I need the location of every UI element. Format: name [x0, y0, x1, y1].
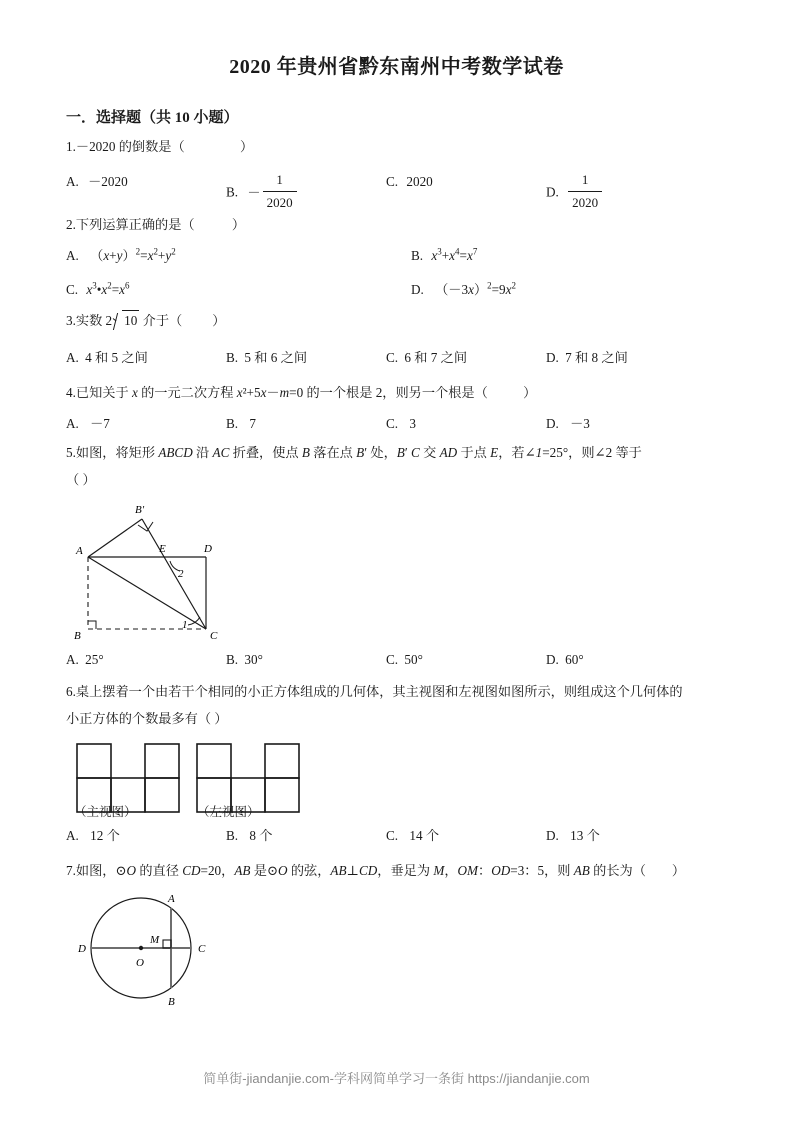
page-title: 2020 年贵州省黔东南州中考数学试卷	[229, 56, 564, 78]
option-3-A-label: A.	[66, 350, 79, 365]
footer-watermark: 简单街-jiandanjie.com-学科网简单学习一条街 https://jiandanjie.com	[203, 1071, 590, 1086]
option-3-C-text: 6 和 7 之间	[404, 350, 468, 365]
question-7-stem: 7.如图，⊙O 的直径 CD=20，AB 是⊙O 的弦，AB⊥CD，垂足为 M，OM：OD=3：5，则 AB 的长为（ ）	[66, 863, 686, 878]
option-6-D-text: 13 个	[570, 828, 600, 843]
label-B: B	[168, 996, 175, 1008]
option-1-A-text: －2020	[88, 174, 128, 189]
label-B-prime: B′	[135, 504, 145, 516]
question-1-stem: 1.－2020 的倒数是（	[66, 139, 185, 154]
label-C: C	[210, 630, 218, 642]
option-4-C-text: 3	[409, 416, 416, 431]
option-4-C-label: C.	[386, 416, 399, 431]
question-2-stem	[66, 215, 746, 235]
option-5-A[interactable]	[66, 650, 226, 670]
option-1-D-denominator: 2020	[568, 191, 602, 213]
option-4-A-text: －7	[90, 416, 110, 431]
label-D: D	[78, 943, 86, 955]
question-7-figure	[78, 888, 230, 1010]
option-1-C-text: 2020	[406, 174, 433, 189]
label-C: C	[198, 943, 206, 955]
option-2-A-label: A.	[66, 248, 79, 263]
label-O: O	[136, 957, 144, 969]
option-3-A-text: 4 和 5 之间	[85, 350, 148, 365]
option-3-B[interactable]	[226, 348, 386, 368]
question-5-stem-line-1: 5.如图，将矩形 ABCD 沿 AC 折叠，使点 B 落在点 B′ 处，B′ C 交 AD 于点 E，若∠1=25°，则∠2 等于	[66, 445, 642, 460]
option-2-B-label: B.	[411, 248, 424, 263]
option-5-A-text: 25°	[85, 652, 104, 667]
label-D: D	[204, 543, 212, 555]
option-5-B-text: 30°	[244, 652, 263, 667]
option-5-C-text: 50°	[404, 652, 423, 667]
question-4-stem-text: 4.已知关于 x 的一元二次方程 x²+5x－m=0 的一个根是 2，则另一个根是（	[66, 385, 488, 400]
option-1-C-label: C.	[386, 174, 399, 189]
option-1-B[interactable]	[226, 172, 386, 215]
option-2-B[interactable]	[411, 246, 756, 266]
option-4-D-text: －3	[570, 416, 590, 431]
option-6-B-text: 8 个	[249, 828, 273, 843]
option-2-A-text: $(x+y)^2=x^2+y^2$	[90, 246, 176, 263]
question-1-options	[66, 172, 756, 215]
option-3-D-text: 7 和 8 之间	[565, 350, 628, 365]
option-4-D[interactable]	[546, 414, 706, 434]
option-3-B-label: B.	[226, 350, 239, 365]
option-6-C[interactable]	[386, 826, 546, 846]
option-2-B-text: $x^3+x^4=x^7$	[431, 246, 478, 263]
section-heading: 一．选择题（共 10 小题）	[66, 110, 239, 126]
question-2-stem-text: 2.下列运算正确的是（	[66, 217, 195, 232]
question-5-stem-line-2: （ ）	[66, 472, 96, 487]
option-2-D-label: D.	[411, 282, 424, 297]
question-1-stem-close: ）	[240, 139, 254, 154]
option-1-B-label: B.	[226, 184, 239, 200]
option-1-B-sign: －	[247, 184, 261, 200]
option-5-D-label: D.	[546, 652, 559, 667]
option-4-B[interactable]	[226, 414, 386, 434]
option-5-D[interactable]	[546, 650, 706, 670]
label-M: M	[150, 934, 160, 946]
option-4-A-label: A.	[66, 416, 79, 431]
question-3-options	[66, 348, 756, 368]
question-3-stem-close: ）	[212, 313, 226, 328]
option-3-C-label: C.	[386, 350, 399, 365]
question-3-stem-prefix: 3.实数 2	[66, 313, 113, 328]
label-E: E	[159, 543, 166, 555]
option-6-C-label: C.	[386, 828, 399, 843]
option-6-A-text: 12 个	[90, 828, 120, 843]
question-4-stem	[66, 383, 746, 403]
label-B: B	[74, 630, 81, 642]
option-1-B-denominator: 2020	[263, 191, 297, 213]
option-6-C-text: 14 个	[409, 828, 440, 843]
option-2-D-text: $(-3x)^2=9x^2$	[435, 280, 516, 297]
option-6-B-label: B.	[226, 828, 239, 843]
option-2-C[interactable]	[66, 280, 411, 300]
option-4-B-label: B.	[226, 416, 239, 431]
option-6-D-label: D.	[546, 828, 559, 843]
option-5-B-label: B.	[226, 652, 239, 667]
question-4-options	[66, 414, 756, 434]
option-1-D-label: D.	[546, 184, 559, 200]
question-5-figure	[72, 497, 252, 645]
question-6-stem-line-2: 小正方体的个数最多有（ ）	[66, 711, 228, 726]
side-view-caption: （左视图）	[197, 805, 260, 819]
option-6-D[interactable]	[546, 826, 706, 846]
option-3-D[interactable]	[546, 348, 706, 368]
option-2-C-text: $x^3•x^2=x^6$	[86, 280, 130, 297]
option-3-B-text: 5 和 6 之间	[244, 350, 308, 365]
option-1-D-numerator: 1	[581, 172, 589, 187]
option-1-B-fraction	[263, 170, 297, 213]
option-6-A[interactable]	[66, 826, 226, 846]
option-3-D-label: D.	[546, 350, 559, 365]
option-1-D-fraction	[568, 170, 602, 213]
question-2-options-row-2	[66, 280, 756, 300]
option-1-B-numerator: 1	[276, 172, 283, 187]
question-4-stem-close: ）	[523, 385, 537, 400]
option-2-A[interactable]	[66, 246, 411, 266]
question-2-options	[66, 246, 756, 300]
sqrt-icon	[113, 310, 139, 331]
label-A: A	[168, 893, 175, 905]
option-5-D-text: 60°	[565, 652, 584, 667]
option-6-B[interactable]	[226, 826, 386, 846]
label-angle-2: 2	[178, 568, 184, 580]
label-A: A	[76, 545, 83, 557]
option-1-A-label: A.	[66, 174, 79, 189]
question-2-options-row-1	[66, 246, 756, 266]
question-3-stem-mid: 介于（	[139, 313, 183, 328]
option-5-C-label: C.	[386, 652, 399, 667]
question-5-options	[66, 650, 756, 670]
question-3-stem	[66, 310, 746, 331]
option-3-A[interactable]	[66, 348, 226, 368]
option-4-A[interactable]	[66, 414, 226, 434]
option-1-C[interactable]	[386, 172, 546, 215]
question-6-options	[66, 826, 756, 846]
option-5-A-label: A.	[66, 652, 79, 667]
option-1-D[interactable]	[546, 172, 706, 215]
label-angle-1: 1	[182, 619, 188, 631]
front-view-caption: （主视图）	[74, 805, 137, 819]
option-2-D[interactable]	[411, 280, 756, 300]
option-5-C[interactable]	[386, 650, 546, 670]
option-4-B-text: 7	[249, 416, 256, 431]
question-2-stem-close: ）	[231, 217, 246, 232]
option-4-D-label: D.	[546, 416, 559, 431]
option-4-C[interactable]	[386, 414, 546, 434]
option-1-A[interactable]	[66, 172, 226, 215]
question-3-radicand: 10	[122, 310, 139, 331]
question-6-stem-line-1: 6.桌上摆着一个由若干个相同的小正方体组成的几何体，其主视图和左视图如图所示，则组成这个几何体的	[66, 684, 683, 699]
option-2-C-label: C.	[66, 282, 79, 297]
option-5-B[interactable]	[226, 650, 386, 670]
option-6-A-label: A.	[66, 828, 79, 843]
option-3-C[interactable]	[386, 348, 546, 368]
